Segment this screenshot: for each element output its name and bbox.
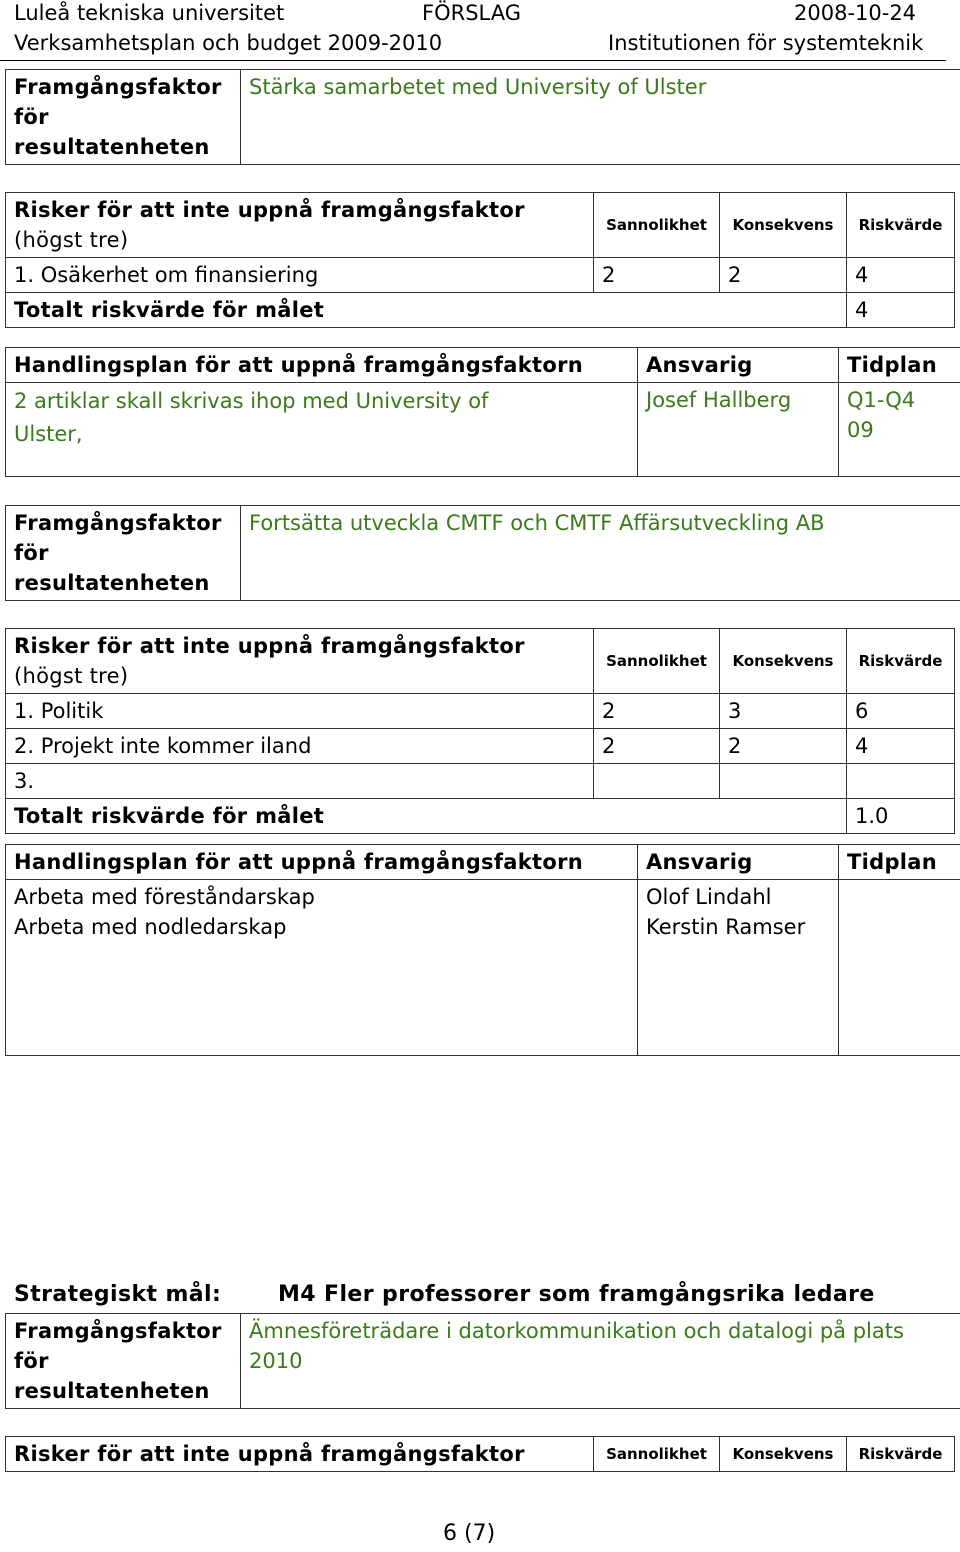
konsekvens-header: Konsekvens xyxy=(720,193,847,258)
riskvarde-header: Riskvärde xyxy=(847,1437,955,1472)
risk-row-sannolikhet xyxy=(594,764,720,799)
plan-header: Handlingsplan för att uppnå framgångsfaktorn xyxy=(6,845,638,880)
header-divider xyxy=(0,60,946,61)
risk-table-3 xyxy=(5,1436,955,1472)
tidplan-header: Tidplan xyxy=(839,845,960,880)
sannolikhet-header: Sannolikhet xyxy=(594,629,720,694)
document-title: Verksamhetsplan och budget 2009-2010 xyxy=(14,31,443,55)
goal-title: M4 Fler professorer som framgångsrika ledare xyxy=(278,1282,875,1307)
risk-row-text: 2. Projekt inte kommer iland xyxy=(6,729,594,764)
risk-row-text: 1. Politik xyxy=(6,694,594,729)
riskvarde-header: Riskvärde xyxy=(847,193,955,258)
page-number: 6 (7) xyxy=(443,1521,496,1546)
factor-table-1 xyxy=(5,69,960,165)
plan-tidplan: Q1-Q4 09 xyxy=(839,383,960,477)
risk-row-riskvarde: 4 xyxy=(847,258,955,293)
risk-row-sannolikhet: 2 xyxy=(594,258,720,293)
risk-row-text: 3. xyxy=(6,764,594,799)
risk-row-konsekvens: 3 xyxy=(720,694,847,729)
risk-table-1 xyxy=(5,192,955,328)
total-label: Totalt riskvärde för målet xyxy=(6,293,847,328)
risk-header: Risker för att inte uppnå framgångsfaktor xyxy=(6,1437,594,1472)
tidplan-header: Tidplan xyxy=(839,348,960,383)
risk-table-2 xyxy=(5,628,955,834)
total-label: Totalt riskvärde för målet xyxy=(6,799,847,834)
factor-label: Framgångsfaktor för resultatenheten xyxy=(6,1314,241,1409)
factor-table-2 xyxy=(5,505,960,601)
factor-table-3 xyxy=(5,1313,960,1409)
sannolikhet-header: Sannolikhet xyxy=(594,193,720,258)
goal-label: Strategiskt mål: xyxy=(14,1282,222,1307)
factor-text: Stärka samarbetet med University of Ulster xyxy=(241,70,960,165)
factor-text: Fortsätta utveckla CMTF och CMTF Affärsutveckling AB xyxy=(241,506,960,601)
factor-label: Framgångsfaktor för resultatenheten xyxy=(6,506,241,601)
plan-header: Handlingsplan för att uppnå framgångsfaktorn xyxy=(6,348,638,383)
risk-row-konsekvens: 2 xyxy=(720,729,847,764)
plan-table-1 xyxy=(5,347,960,477)
status-label: FÖRSLAG xyxy=(422,1,521,25)
risk-header: Risker för att inte uppnå framgångsfaktor (högst tre) xyxy=(6,193,594,258)
document-date: 2008-10-24 xyxy=(794,1,917,25)
ansvarig-header: Ansvarig xyxy=(638,348,839,383)
risk-row-riskvarde: 6 xyxy=(847,694,955,729)
risk-row-text: 1. Osäkerhet om finansiering xyxy=(6,258,594,293)
risk-row-konsekvens xyxy=(720,764,847,799)
risk-row-sannolikhet: 2 xyxy=(594,694,720,729)
factor-label: Framgångsfaktor för resultatenheten xyxy=(6,70,241,165)
plan-text: 2 artiklar skall skrivas ihop med University of Ulster, xyxy=(6,383,638,477)
total-value: 1.0 xyxy=(847,799,955,834)
plan-table-2 xyxy=(5,844,960,1056)
risk-row-riskvarde: 4 xyxy=(847,729,955,764)
riskvarde-header: Riskvärde xyxy=(847,629,955,694)
plan-ansvarig: Olof Lindahl Kerstin Ramser xyxy=(638,880,839,1056)
department-name: Institutionen för systemteknik xyxy=(608,31,924,55)
total-value: 4 xyxy=(847,293,955,328)
factor-text: Ämnesföreträdare i datorkommunikation och datalogi på plats 2010 xyxy=(241,1314,960,1409)
risk-header: Risker för att inte uppnå framgångsfaktor (högst tre) xyxy=(6,629,594,694)
risk-row-konsekvens: 2 xyxy=(720,258,847,293)
plan-ansvarig: Josef Hallberg xyxy=(638,383,839,477)
konsekvens-header: Konsekvens xyxy=(720,1437,847,1472)
ansvarig-header: Ansvarig xyxy=(638,845,839,880)
risk-row-sannolikhet: 2 xyxy=(594,729,720,764)
plan-tidplan xyxy=(839,880,960,1056)
plan-text: Arbeta med föreståndarskap Arbeta med nodledarskap xyxy=(6,880,638,1056)
risk-row-riskvarde xyxy=(847,764,955,799)
konsekvens-header: Konsekvens xyxy=(720,629,847,694)
university-name: Luleå tekniska universitet xyxy=(14,1,285,25)
sannolikhet-header: Sannolikhet xyxy=(594,1437,720,1472)
